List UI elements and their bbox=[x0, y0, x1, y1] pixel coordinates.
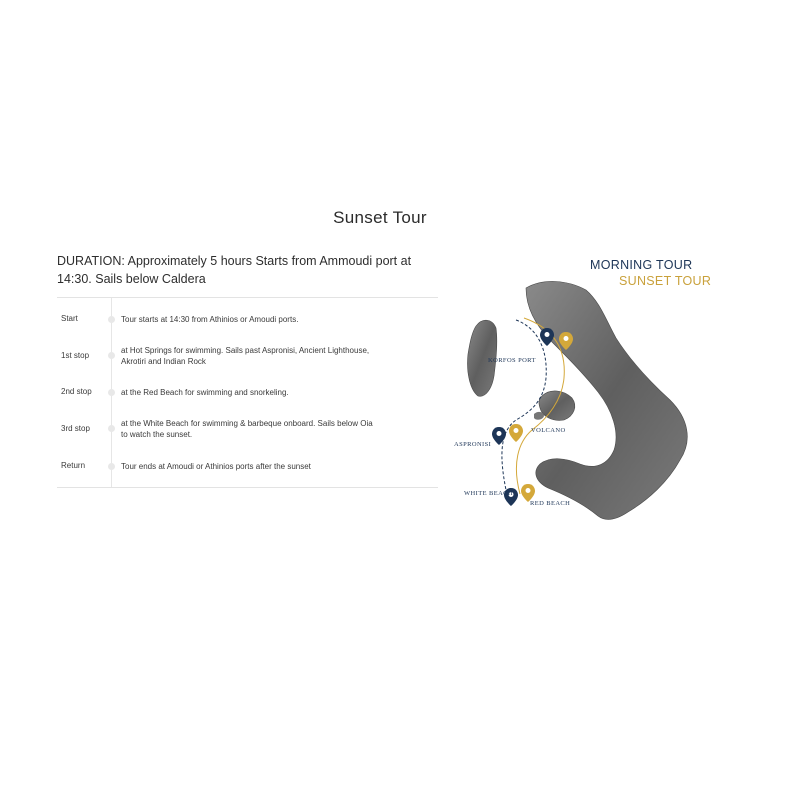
map-svg bbox=[448, 250, 708, 540]
label-aspronisi: ASPRONISI bbox=[454, 441, 492, 448]
schedule-label: 3rd stop bbox=[61, 424, 90, 433]
schedule-text: Tour starts at 14:30 from Athinios or Amoudi ports. bbox=[121, 315, 299, 324]
label-korfos-port: KORFOS PORT bbox=[488, 357, 536, 364]
schedule-text: Tour ends at Amoudi or Athinios ports after the sunset bbox=[121, 462, 311, 471]
santorini-map bbox=[448, 250, 708, 540]
schedule-label: Return bbox=[61, 461, 86, 470]
legend-morning-tour: MORNING TOUR bbox=[590, 258, 693, 272]
timeline-dot bbox=[108, 389, 115, 396]
legend-sunset-tour: SUNSET TOUR bbox=[619, 274, 712, 288]
schedule-label: 2nd stop bbox=[61, 387, 92, 396]
timeline-dot bbox=[108, 352, 115, 359]
schedule-text: at the Red Beach for swimming and snorkeling. bbox=[121, 388, 289, 397]
label-red-beach: RED BEACH bbox=[530, 500, 571, 507]
schedule-label: Start bbox=[61, 314, 78, 323]
nea-kameni-islet bbox=[534, 412, 544, 420]
timeline-dot bbox=[108, 463, 115, 470]
duration-text: DURATION: Approximately 5 hours Starts from Ammoudi port at 14:30. Sails below Caldera bbox=[57, 254, 412, 286]
label-volcano: VOLCANO bbox=[531, 427, 566, 434]
marker-aspronisi-sunset bbox=[509, 424, 523, 442]
marker-korfos-morning bbox=[540, 328, 554, 346]
volcano-island bbox=[539, 391, 575, 420]
schedule-text: at Hot Springs for swimming. Sails past Aspronisi, Ancient Lighthouse, Akrotiri and Indian Rock bbox=[121, 346, 370, 366]
schedule-label: 1st stop bbox=[61, 351, 90, 360]
label-white-beach: WHITE BEACH bbox=[464, 490, 513, 497]
marker-aspronisi-morning bbox=[492, 427, 506, 445]
page-title: Sunset Tour bbox=[333, 208, 427, 227]
timeline-dot bbox=[108, 425, 115, 432]
timeline-dot bbox=[108, 316, 115, 323]
schedule-table bbox=[57, 297, 438, 488]
schedule-text: at the White Beach for swimming & barbeque onboard. Sails below Oia to watch the sunset. bbox=[121, 419, 373, 439]
